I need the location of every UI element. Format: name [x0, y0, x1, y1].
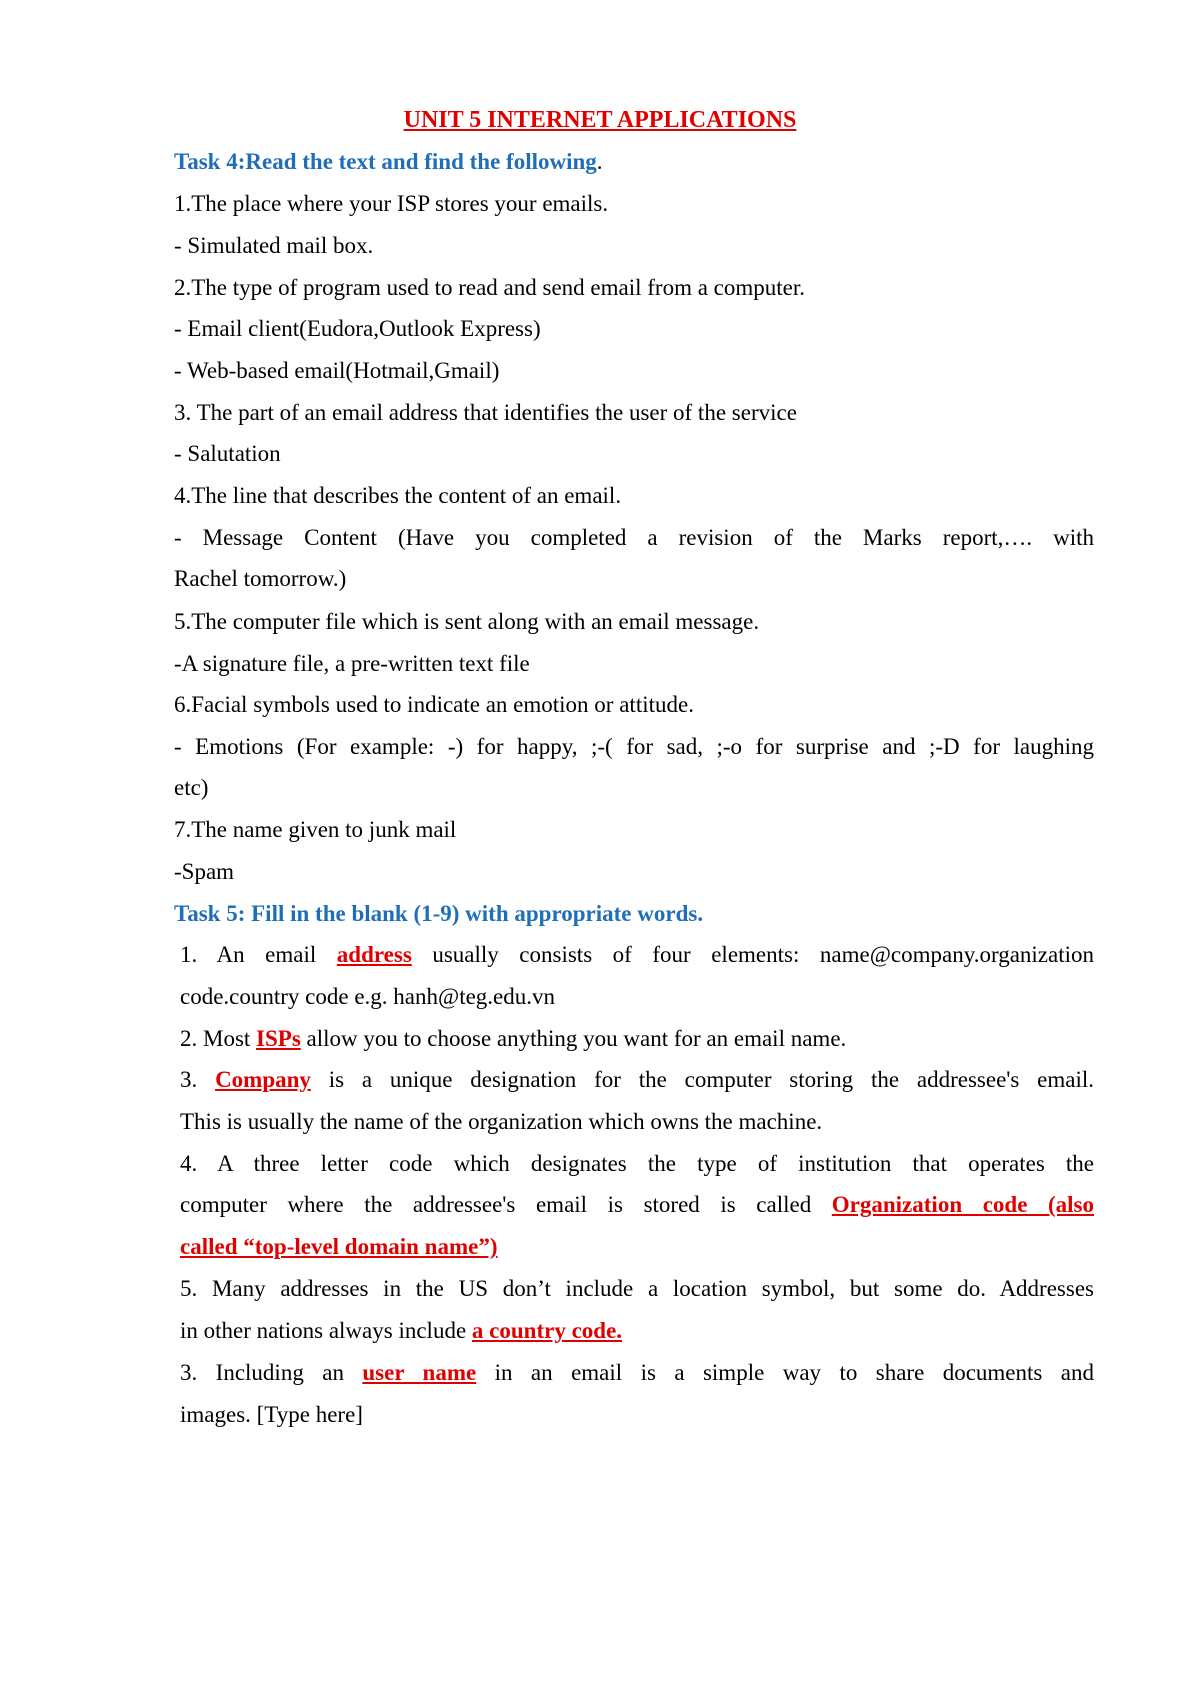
- task4-line-7: - Salutation: [174, 441, 281, 466]
- task4-line-13: 6.Facial symbols used to indicate an emotion or attitude.: [174, 692, 694, 717]
- task4-line-8: 4.The line that describes the content of an email.: [174, 483, 622, 508]
- task4-line-1: 1.The place where your ISP stores your emails.: [174, 191, 609, 216]
- task4-line-10: Rachel tomorrow.): [174, 566, 347, 591]
- task5-q6-line: [180, 1357, 1094, 1389]
- task4-line-12: -A signature file, a pre-written text file: [174, 651, 530, 676]
- task5-heading: Task 5: Fill in the blank (1-9) with appropriate words.: [174, 901, 704, 926]
- q1-answer: address: [336, 942, 412, 967]
- task4-line-4: - Email client(Eudora,Outlook Express): [174, 316, 541, 341]
- q4-pre: computer where the addressee's email is stored is called: [180, 1192, 832, 1217]
- task4-line-14: - Emotions (For example: -) for happy, ;-( for sad, ;-o for surprise and ;-D for laughing: [174, 734, 1094, 759]
- task4-heading-text: Task 4:Read the text and find the following: [174, 149, 597, 174]
- q4-answer-cont: called “top-level domain name”): [180, 1234, 498, 1259]
- task5-q2-line: [180, 1023, 1094, 1055]
- q3-answer: Company: [215, 1067, 311, 1092]
- task5-q1-line: [180, 939, 1094, 971]
- task4-line-2: - Simulated mail box.: [174, 233, 374, 258]
- q1-post: usually consists of four elements: name@company.organization: [411, 942, 1094, 967]
- q2-answer: ISPs: [256, 1026, 301, 1051]
- q6-post: in an email is a simple way to share documents and: [476, 1360, 1094, 1385]
- task4-line-6: 3. The part of an email address that identifies the user of the service: [174, 400, 797, 425]
- task4-line-15: etc): [174, 775, 209, 800]
- page-title: UNIT 5 INTERNET APPLICATIONS: [403, 107, 797, 133]
- task4-heading-dot: .: [596, 149, 603, 174]
- task5-q5-line1: 5. Many addresses in the US don’t include a location symbol, but some do. Addresses: [180, 1276, 1094, 1301]
- task4-line-16: 7.The name given to junk mail: [174, 817, 457, 842]
- q6-pre: 3. Including an: [180, 1360, 363, 1385]
- q6-answer: user name: [362, 1360, 477, 1385]
- task4-line-11: 5.The computer file which is sent along with an email message.: [174, 609, 760, 634]
- task5-q4-line3: [180, 1231, 1094, 1263]
- task5-q4-line2: [180, 1189, 1094, 1221]
- q2-pre: 2. Most: [180, 1026, 257, 1051]
- task5-q4-line1: 4. A three letter code which designates the type of institution that operates the: [180, 1151, 1094, 1176]
- task5-q1-cont: code.country code e.g. hanh@teg.edu.vn: [180, 984, 555, 1009]
- q2-post: allow you to choose anything you want for an email name.: [300, 1026, 847, 1051]
- q4-answer: Organization code (also: [831, 1192, 1094, 1217]
- task4-line-3: 2.The type of program used to read and send email from a computer.: [174, 275, 806, 300]
- q3-pre: 3.: [180, 1067, 216, 1092]
- q5-answer: a country code.: [471, 1318, 623, 1343]
- task4-line-17: -Spam: [174, 859, 235, 884]
- task4-line-9: - Message Content (Have you completed a revision of the Marks report,…. with: [174, 525, 1094, 550]
- task4-line-5: - Web-based email(Hotmail,Gmail): [174, 358, 500, 383]
- task5-q6-cont: images. [Type here]: [180, 1402, 363, 1427]
- task5-q3-line: [180, 1064, 1094, 1096]
- task4-heading: [174, 146, 1094, 178]
- q3-post: is a unique designation for the computer storing the addressee's email.: [310, 1067, 1095, 1092]
- task5-q5-line2: [180, 1315, 1094, 1347]
- q5-pre: in other nations always include: [180, 1318, 472, 1343]
- task5-q3-cont: This is usually the name of the organization which owns the machine.: [180, 1109, 823, 1134]
- q1-pre: 1. An email: [180, 942, 337, 967]
